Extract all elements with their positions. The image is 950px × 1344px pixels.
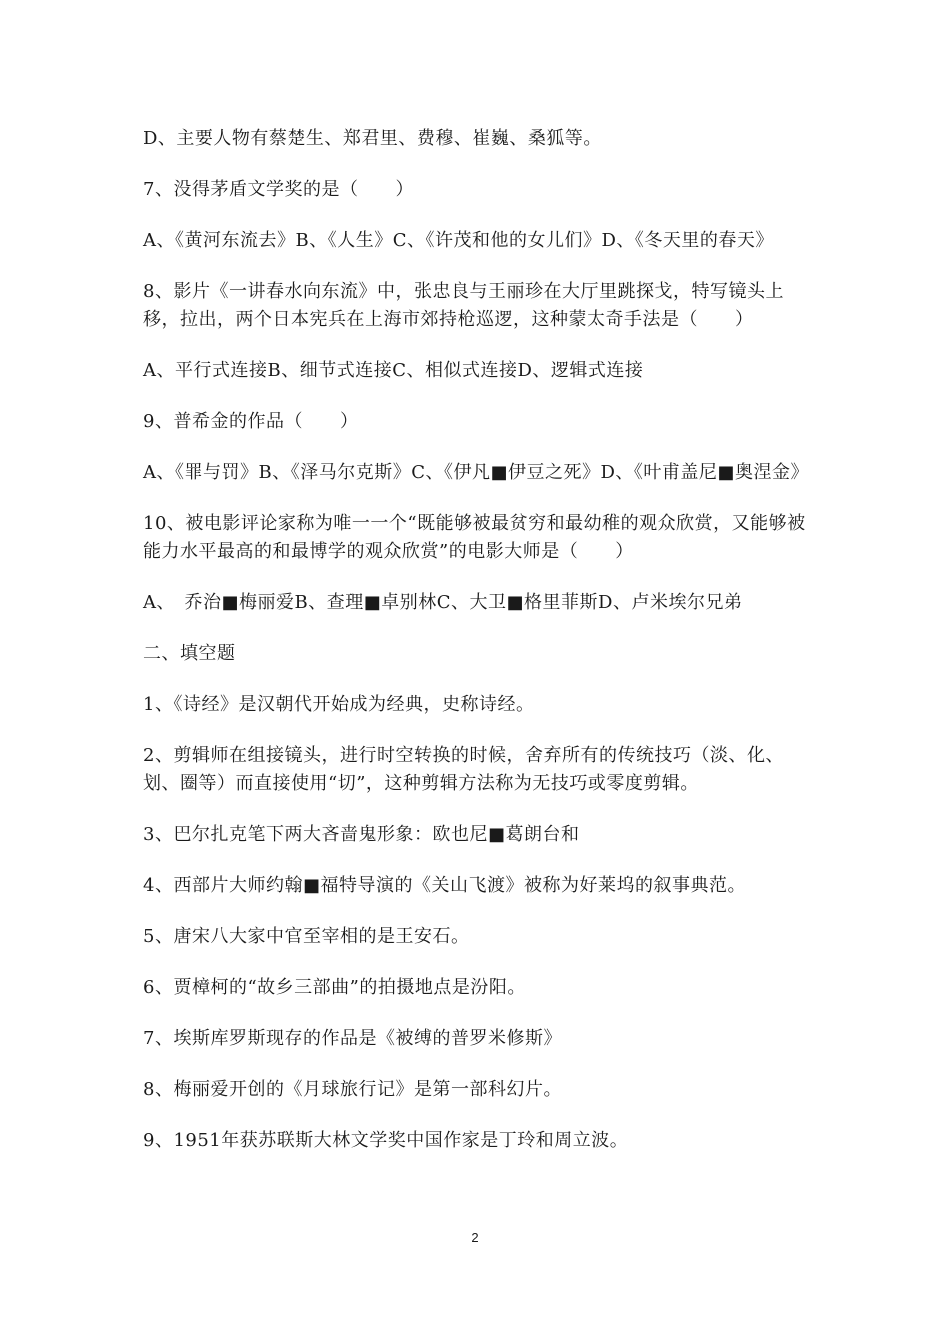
page-number: 2: [471, 1230, 479, 1245]
options-8: A、平行式连接B、细节式连接C、相似式连接D、逻辑式连接: [143, 360, 644, 381]
fill-blank-8: 8、梅丽爱开创的《月球旅行记》是第一部科幻片。: [143, 1079, 562, 1100]
fill-blank-2: 2、剪辑师在组接镜头，进行时空转换的时候，舍弃所有的传统技巧（淡、化、划、圈等）而直接使用“切”，这种剪辑方法称为无技巧或零度剪辑。: [143, 745, 784, 794]
document-body: [143, 125, 813, 1178]
question-9: 9、普希金的作品（ ）: [143, 411, 359, 432]
options-10: A、 乔治■梅丽爱B、查理■卓别林C、大卫■格里菲斯D、卢米埃尔兄弟: [143, 592, 743, 613]
fill-blank-9: 9、1951年获苏联斯大林文学奖中国作家是丁玲和周立波。: [143, 1130, 629, 1151]
fill-blank-7: 7、埃斯库罗斯现存的作品是《被缚的普罗米修斯》: [143, 1028, 562, 1049]
options-9: A、《罪与罚》B、《泽马尔克斯》C、《伊凡■伊豆之死》D、《叶甫盖尼■奥涅金》: [143, 462, 809, 483]
section-heading: 二、填空题: [143, 643, 236, 664]
question-10: 10、被电影评论家称为唯一一个“既能够被最贫穷和最幼稚的观众欣赏，又能够被能力水平最高的和最博学的观众欣赏”的电影大师是（ ）: [143, 513, 806, 562]
question-8: 8、影片《一讲春水向东流》中，张忠良与王丽珍在大厅里跳探戈，特写镜头上移，拉出，两个日本宪兵在上海市郊持枪巡逻，这种蒙太奇手法是（ ）: [143, 281, 784, 330]
question-7: 7、没得茅盾文学奖的是（ ）: [143, 179, 414, 200]
fill-blank-6: 6、贾樟柯的“故乡三部曲”的拍摄地点是汾阳。: [143, 977, 526, 998]
fill-blank-4: 4、西部片大师约翰■福特导演的《关山飞渡》被称为好莱坞的叙事典范。: [143, 875, 746, 896]
fill-blank-1: 1、《诗经》是汉朝代开始成为经典，史称诗经。: [143, 694, 535, 715]
fill-blank-5: 5、唐宋八大家中官至宰相的是王安石。: [143, 926, 470, 947]
option-line: D、主要人物有蔡楚生、郑君里、费穆、崔巍、桑狐等。: [143, 128, 602, 149]
options-7: A、《黄河东流去》B、《人生》C、《许茂和他的女儿们》D、《冬天里的春天》: [143, 230, 774, 251]
fill-blank-3: 3、巴尔扎克笔下两大吝啬鬼形象：欧也尼■葛朗台和: [143, 824, 580, 845]
